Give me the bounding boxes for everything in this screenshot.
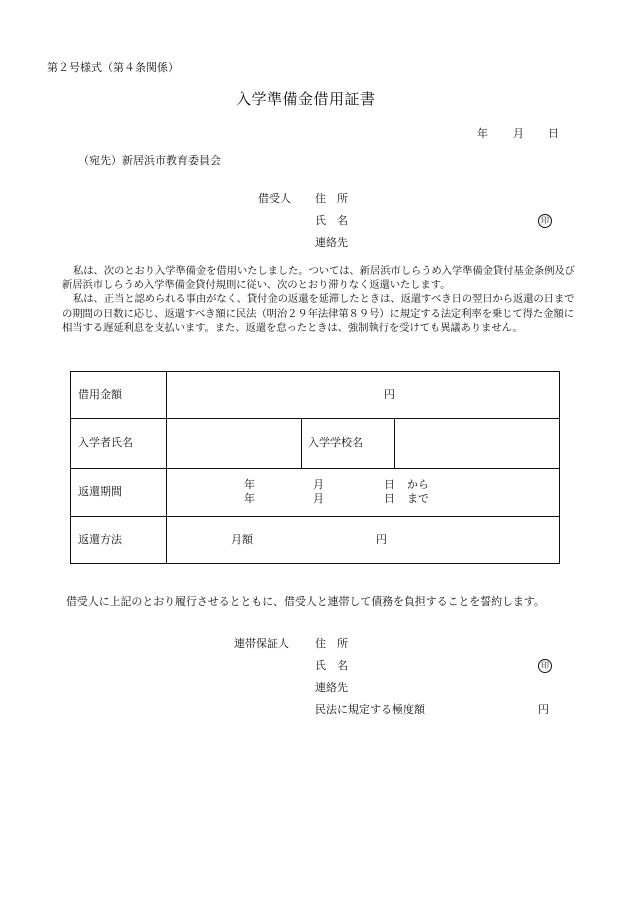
period-to-month: 月 <box>313 492 324 505</box>
seal-icon: 印 <box>538 659 552 673</box>
row-divider <box>71 418 559 419</box>
period-to-day: 日 <box>384 492 395 505</box>
loan-table <box>70 371 560 564</box>
paragraph-1: 私は、次のとおり入学準備金を借用いたしました。ついては、新居浜市しらうめ入学準備金貸付基金条例及び新居浜市しらうめ入学準備金貸付規則に従い、次のとおり滞りなく返還いたします。 <box>62 265 575 292</box>
monthly-amount-unit: 円 <box>376 533 387 546</box>
row-divider <box>71 468 559 469</box>
date-year: 年 <box>477 127 488 140</box>
borrower-heading: 借受人 <box>258 192 291 205</box>
row-divider <box>71 516 559 517</box>
column-divider <box>394 418 395 468</box>
period-from-day: 日 <box>384 478 395 491</box>
period-to-suffix: まで <box>407 492 429 505</box>
repayment-period-label: 返還期間 <box>78 485 122 498</box>
paragraph-2: 私は、正当と認められる事由がなく、貸付金の返還を延滞したときは、返還すべき日の翌日から返還の日までの期間の日数に応じ、返還すべき額に民法（明治２９年法律第８９号）に規定する法定利率を乗じて得た金額に相当する遅延利息を支払います。また、返還を怠ったときは、強制執行を受けても異議ありません。 <box>62 293 575 334</box>
seal-icon: 印 <box>538 214 552 228</box>
guarantor-limit-unit: 円 <box>538 703 549 716</box>
guarantor-statement: 借受人に上記のとおり履行させるとともに、借受人と連帯して債務を負担することを誓約します。 <box>66 595 545 608</box>
school-name-label: 入学学校名 <box>308 436 363 449</box>
guarantor-name-label: 氏 名 <box>315 659 348 672</box>
column-divider <box>166 372 167 564</box>
loan-amount-label: 借用金額 <box>78 388 122 401</box>
period-from-month: 月 <box>313 478 324 491</box>
borrower-name-label: 氏 名 <box>315 214 348 227</box>
monthly-amount-label: 月額 <box>231 533 253 546</box>
loan-amount-unit: 円 <box>384 388 395 401</box>
column-divider <box>301 418 302 468</box>
period-from-year: 年 <box>244 478 255 491</box>
borrower-seal-mark <box>538 213 552 228</box>
form-number: 第２号様式（第４条関係） <box>47 61 179 74</box>
student-name-label: 入学者氏名 <box>78 436 133 449</box>
borrower-address-label: 住 所 <box>315 192 348 205</box>
date-month: 月 <box>513 127 524 140</box>
date-day: 日 <box>548 127 559 140</box>
guarantor-heading: 連帯保証人 <box>234 637 289 650</box>
guarantor-limit-label: 民法に規定する極度額 <box>315 703 425 716</box>
period-to-year: 年 <box>244 492 255 505</box>
document-title: 入学準備金借用証書 <box>236 90 376 108</box>
borrower-contact-label: 連絡先 <box>315 236 348 249</box>
body-text <box>62 264 582 335</box>
guarantor-contact-label: 連絡先 <box>315 681 348 694</box>
repayment-method-label: 返還方法 <box>78 533 122 546</box>
period-from-suffix: から <box>407 478 429 491</box>
addressee: （宛先）新居浜市教育委員会 <box>78 154 221 167</box>
guarantor-seal-mark <box>538 658 552 673</box>
guarantor-address-label: 住 所 <box>315 637 348 650</box>
